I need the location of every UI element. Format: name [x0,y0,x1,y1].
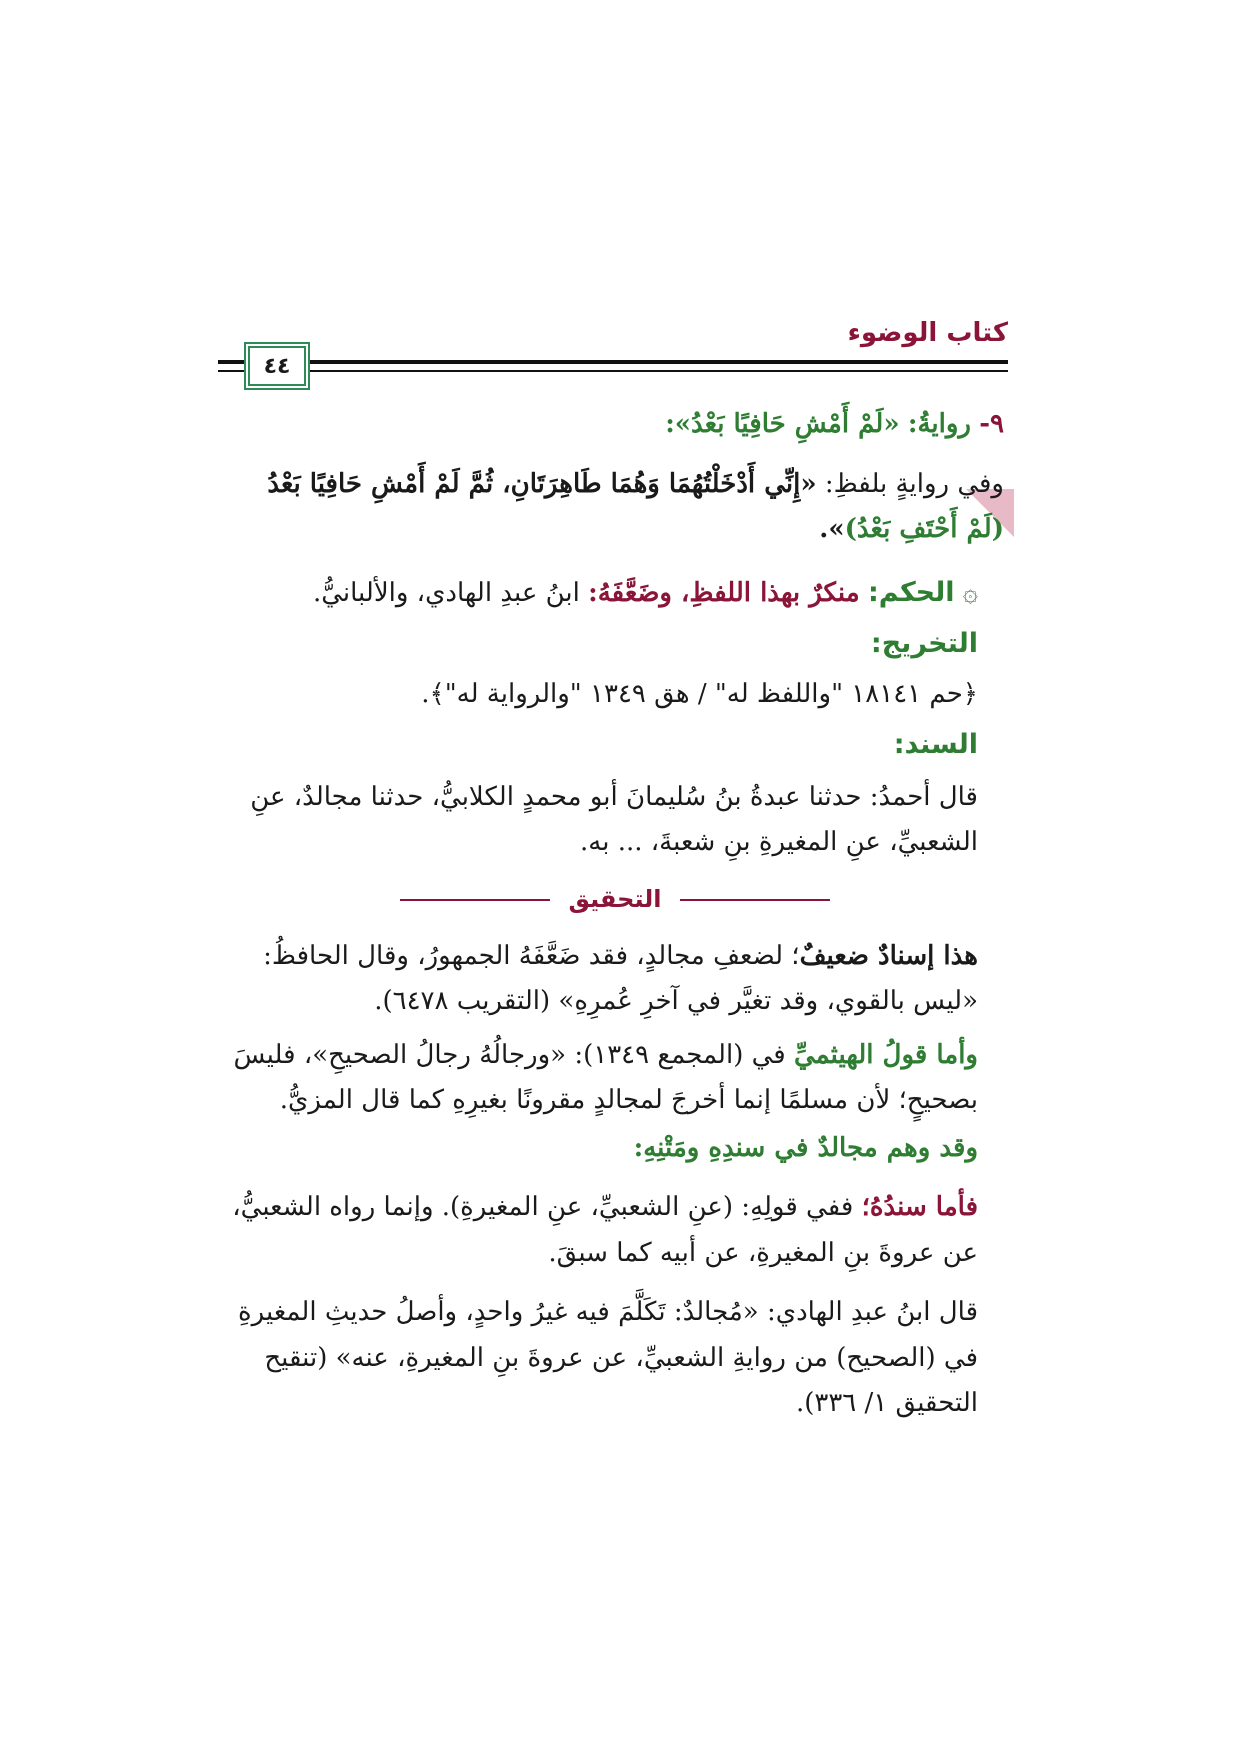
header-rule-thin [218,370,1008,372]
divider-line [400,899,550,901]
sanad-label: السند: [893,729,978,760]
page-number: ٤٤ [248,346,306,386]
p4-lead: فأما سندُهُ؛ [861,1192,978,1222]
header-rule [218,360,1008,364]
book-title: كتاب الوضوء [847,318,1008,348]
paragraph-4 [226,1185,1004,1276]
ruling-label: الحكم: [867,576,955,608]
variant-close: ». [819,514,845,544]
heading-number: ٩- [979,409,1004,439]
p1-lead: هذا إسنادٌ ضعيفٌ [799,940,978,971]
heading-label: روايةُ: [907,409,971,439]
tahqiq-divider [226,878,1004,920]
p4-body: ففي قولِهِ: (عنِ الشعبيِّ، عنِ المغيرةِ). وإنما رواه الشعبيُّ، عن عروةَ بنِ المغيرةِ، عن أبيه كما سبقَ. [232,1192,978,1268]
variant-alt: (لَمْ أَحْتَفِ بَعْدُ) [844,514,1004,544]
ruling-verdict: منكرٌ بهذا اللفظِ، وضَعَّفَهُ: [588,577,860,608]
p1-body: ؛ لضعفِ مجالدٍ، فقد ضَعَّفَهُ الجمهورُ، وقال الحافظُ: «ليس بالقوي، وقد تغيَّر في آخرِ عُمرِهِ» (التقريب ٦٤٧٨). [263,940,978,1016]
takhrij-text: ﴿حم ١٨١٤١ "واللفظ له" / هق ١٣٤٩ "والرواية له"﴾. [421,678,978,709]
heading-quote: «لَمْ أَمْشِ حَافِيًا بَعْدُ»: [665,409,900,439]
variant-quote: «إِنِّي أَدْخَلْتُهُمَا وَهُمَا طَاهِرَتَانِ، ثُمَّ لَمْ أَمْشِ حَافِيًا بَعْدُ [267,468,817,499]
p3-lead: وقد وهم مجالدٌ في سندِهِ ومَتْنِهِ: [633,1132,978,1163]
ruling-text: ابنُ عبدِ الهادي، والألبانيُّ. [312,577,580,608]
variant-paragraph [226,462,1004,553]
tahqiq-heading: التحقيق [568,884,662,913]
page-header [218,318,1008,398]
p2-lead: وأما قولُ الهيثميِّ [793,1039,978,1070]
ruling-icon: ۞ [962,577,978,608]
paragraph-5: قال ابنُ عبدِ الهادي: «مُجالدٌ: تَكَلَّمَ فيه غيرُ واحدٍ، وأصلُ حديثِ المغيرةِ في (الصحيح) من روايةِ الشعبيِّ، عن عروةَ بنِ المغيرةِ، عنه» (تنقيح التحقيق ١/ ٣٣٦). [238,1297,978,1418]
ruling-line [226,569,1004,617]
divider-line [680,899,830,901]
variant-intro: وفي روايةٍ بلفظِ: [824,468,1004,499]
p2-body: في (المجمع ١٣٤٩): «ورجالُهُ رجالُ الصحيحِ»، فليسَ بصحيحٍ؛ لأن مسلمًا إنما أخرجَ لمجالدٍ مقرونًا بغيرِهِ كما قال المزيُّ. [233,1039,978,1115]
paragraph-3 [226,1126,1004,1172]
paragraph-2 [226,1033,1004,1124]
hadith-heading [226,402,1004,448]
takhrij-label: التخريج: [870,628,978,659]
paragraph-1 [226,934,1004,1025]
sanad-text: قال أحمدُ: حدثنا عبدةُ بنُ سُليمانَ أبو محمدٍ الكلابيُّ، حدثنا مجالدٌ، عنِ الشعبيِّ، عنِ المغيرةِ بنِ شعبةَ، ... به. [250,781,978,857]
main-text [226,400,1004,1427]
